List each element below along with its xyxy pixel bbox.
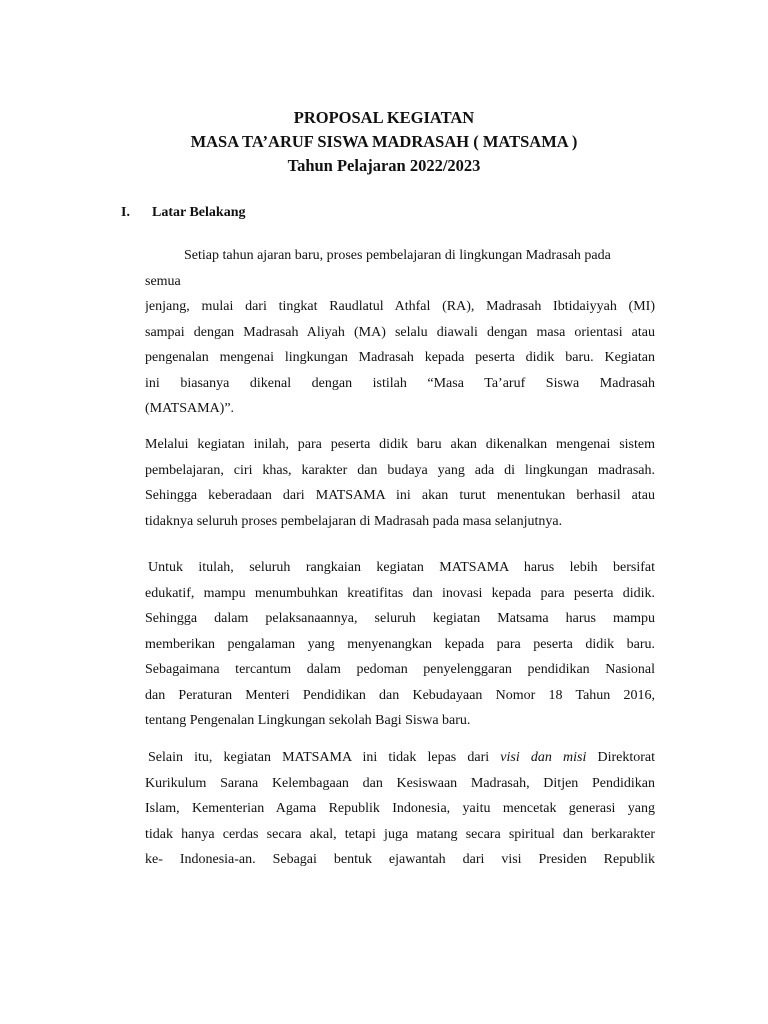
title-line-1: PROPOSAL KEGIATAN xyxy=(293,108,475,127)
title-line-2: MASA TA’ARUF SISWA MADRASAH ( MATSAMA ) xyxy=(190,132,578,151)
paragraph-line: ini biasanya dikenal dengan istilah “Masa Ta’aruf Siswa Madrasah xyxy=(145,375,655,391)
paragraph-line: memberikan pengalaman yang menyenangkan kepada para peserta didik baru. xyxy=(145,636,655,652)
paragraph-line: Melalui kegiatan inilah, para peserta didik baru akan dikenalkan mengenai sistem xyxy=(145,437,655,452)
paragraph-line: sampai dengan Madrasah Aliyah (MA) selalu diawali dengan masa orientasi atau xyxy=(145,324,655,340)
paragraph-line: Islam, Kementerian Agama Republik Indonesia, yaitu mencetak generasi yang xyxy=(145,801,655,816)
paragraph-line: tidak hanya cerdas secara akal, tetapi juga matang secara spiritual dan berkarakter xyxy=(145,826,655,842)
paragraph-4 xyxy=(145,745,655,873)
paragraph-3 xyxy=(145,555,655,734)
paragraph-line: Sehingga dalam pelaksanaannya, seluruh kegiatan Matsama harus mampu xyxy=(145,611,655,626)
italic-phrase: visi dan misi xyxy=(500,750,587,765)
paragraph-line: (MATSAMA)”. xyxy=(145,401,235,416)
paragraph-line: jenjang, mulai dari tingkat Raudlatul Athfal (RA), Madrasah Ibtidaiyyah (MI) xyxy=(145,299,655,314)
paragraph-line: Sebagaimana tercantum dalam pedoman penyelenggaran pendidikan Nasional xyxy=(145,662,655,677)
section-title: Latar Belakang xyxy=(152,205,246,220)
paragraph-line: edukatif, mampu menumbuhkan kreatifitas dan inovasi kepada para peserta didik. xyxy=(145,585,655,601)
paragraph-line: tidaknya seluruh proses pembelajaran di Madrasah pada masa selanjutnya. xyxy=(145,513,563,529)
paragraph-line: dan Peraturan Menteri Pendidikan dan Kebudayaan Nomor 18 Tahun 2016, xyxy=(145,687,655,703)
paragraph-text: Direktorat xyxy=(597,750,655,765)
paragraph-line: Untuk itulah, seluruh rangkaian kegiatan MATSAMA harus lebih bersifat xyxy=(148,560,655,575)
paragraph-line: Sehingga keberadaan dari MATSAMA ini akan turut menentukan berhasil atau xyxy=(145,488,655,503)
paragraph-1 xyxy=(145,243,655,422)
paragraph-2 xyxy=(145,432,655,534)
paragraph-line xyxy=(145,745,655,771)
paragraph-line: pembelajaran, ciri khas, karakter dan budaya yang ada di lingkungan madrasah. xyxy=(145,462,655,478)
paragraph-line: tentang Pengenalan Lingkungan sekolah Bagi Siswa baru. xyxy=(145,713,471,728)
paragraph-text: Selain itu, kegiatan MATSAMA ini tidak lepas dari xyxy=(148,750,490,765)
section-number: I. xyxy=(121,205,130,220)
document-title xyxy=(0,106,768,178)
paragraph-line: pengenalan mengenai lingkungan Madrasah kepada peserta didik baru. Kegiatan xyxy=(145,350,655,365)
section-heading xyxy=(121,204,245,222)
paragraph-line: semua xyxy=(145,273,181,289)
paragraph-line: ke- Indonesia-an. Sebagai bentuk ejawantah dari visi Presiden Republik xyxy=(145,852,655,867)
title-line-3: Tahun Pelajaran 2022/2023 xyxy=(287,156,481,175)
paragraph-line: Setiap tahun ajaran baru, proses pembelajaran di lingkungan Madrasah pada xyxy=(184,248,611,263)
paragraph-line: Kurikulum Sarana Kelembagaan dan Kesiswaan Madrasah, Ditjen Pendidikan xyxy=(145,775,655,791)
